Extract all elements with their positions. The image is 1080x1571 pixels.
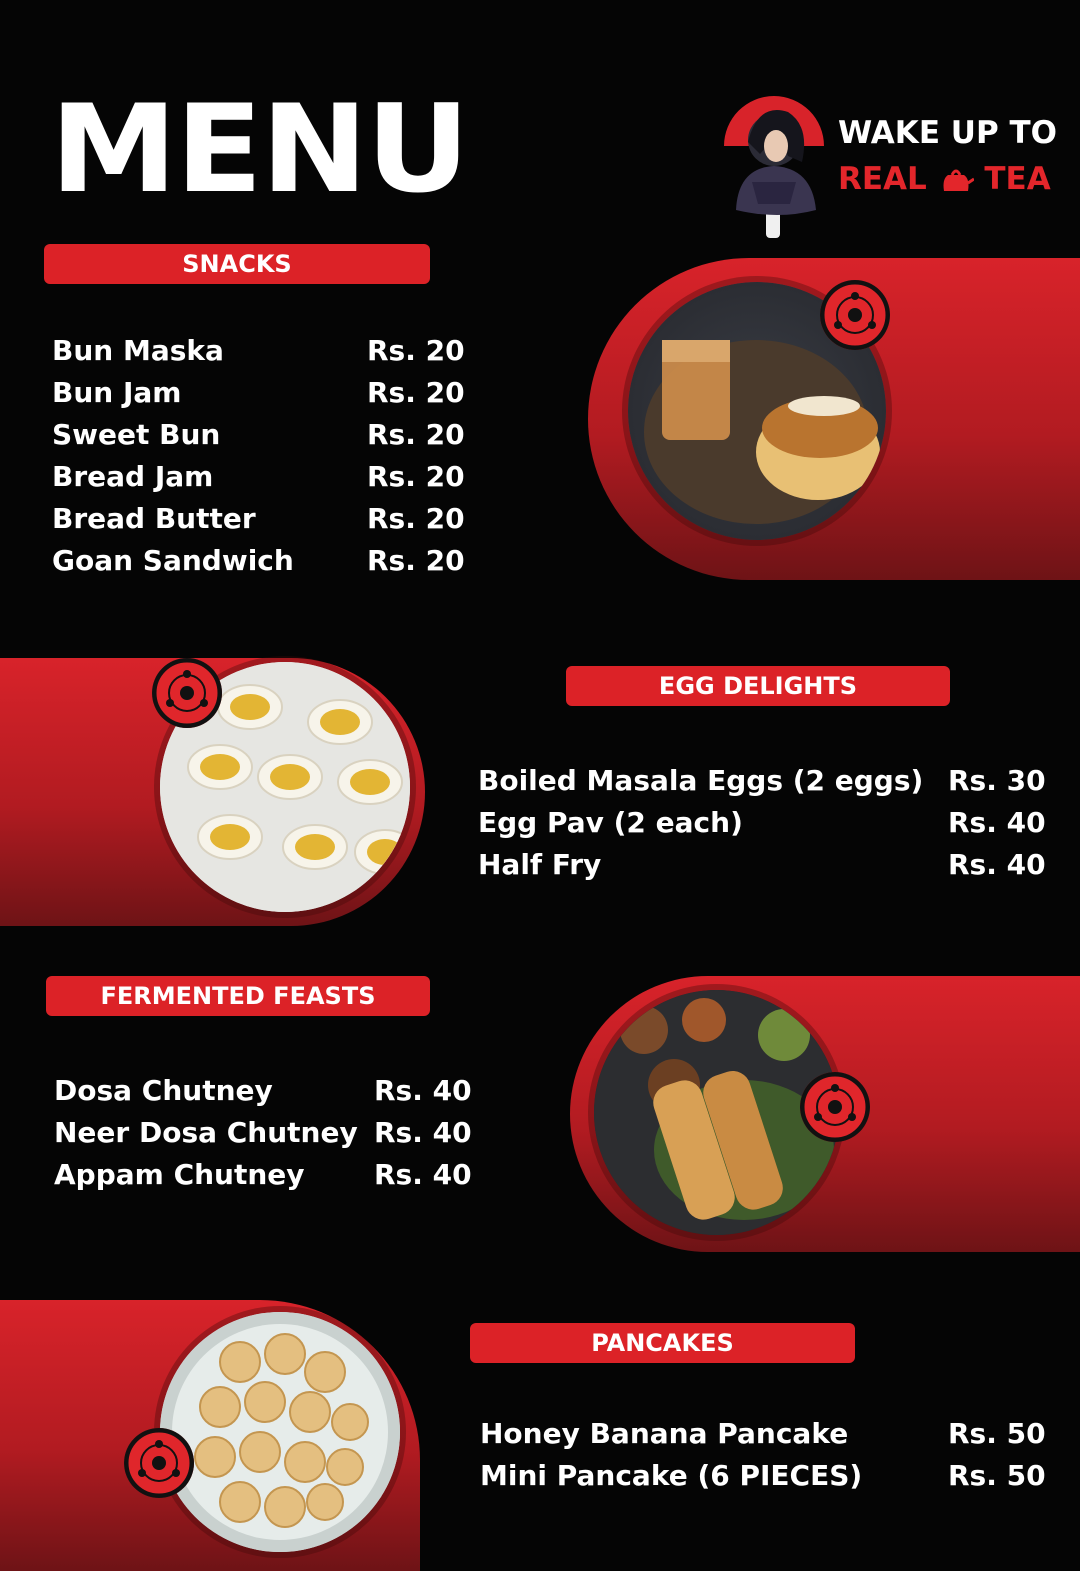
page-title: MENU [50, 78, 468, 221]
menu-item-price: Rs. 20 [367, 418, 465, 451]
sharingan-icon [124, 1428, 194, 1498]
category-egg-delights: EGG DELIGHTS [566, 666, 950, 706]
menu-item-price: Rs. 40 [374, 1074, 472, 1107]
category-pancakes: PANCAKES [470, 1323, 855, 1363]
menu-item-name: Neer Dosa Chutney [54, 1116, 358, 1149]
menu-item-price: Rs. 20 [367, 544, 465, 577]
menu-item-name: Sweet Bun [52, 418, 221, 451]
menu-item-price: Rs. 20 [367, 460, 465, 493]
category-snacks: SNACKS [44, 244, 430, 284]
teapot-icon [938, 165, 974, 193]
menu-item-name: Bread Butter [52, 502, 256, 535]
logo-tagline-line1: WAKE UP TO [838, 115, 1057, 151]
brand-logo [718, 82, 1058, 242]
menu-item-name: Mini Pancake (6 PIECES) [480, 1459, 863, 1492]
menu-item-name: Boiled Masala Eggs (2 eggs) [478, 764, 924, 797]
sharingan-icon [800, 1072, 870, 1142]
menu-item-price: Rs. 50 [948, 1459, 1046, 1492]
menu-item-name: Dosa Chutney [54, 1074, 273, 1107]
sharingan-icon [152, 658, 222, 728]
logo-tagline-line2 [838, 156, 1057, 202]
logo-word-real: REAL [838, 161, 927, 197]
sharingan-icon [820, 280, 890, 350]
menu-item-name: Egg Pav (2 each) [478, 806, 743, 839]
logo-word-tea: TEA [984, 161, 1051, 197]
menu-item-name: Bun Jam [52, 376, 182, 409]
menu-item-price: Rs. 40 [374, 1158, 472, 1191]
menu-item-price: Rs. 20 [367, 376, 465, 409]
menu-item-price: Rs. 40 [374, 1116, 472, 1149]
menu-item-name: Goan Sandwich [52, 544, 294, 577]
menu-item-name: Bun Maska [52, 334, 224, 367]
menu-item-name: Half Fry [478, 848, 602, 881]
menu-item-price: Rs. 30 [948, 764, 1046, 797]
menu-item-price: Rs. 40 [948, 848, 1046, 881]
category-fermented-feasts: FERMENTED FEASTS [46, 976, 430, 1016]
menu-item-name: Honey Banana Pancake [480, 1417, 849, 1450]
menu-item-price: Rs. 50 [948, 1417, 1046, 1450]
pancakes-photo [160, 1312, 400, 1552]
menu-item-price: Rs. 20 [367, 502, 465, 535]
menu-item-price: Rs. 20 [367, 334, 465, 367]
anime-character-logo [718, 82, 830, 242]
menu-item-name: Appam Chutney [54, 1158, 305, 1191]
menu-item-name: Bread Jam [52, 460, 214, 493]
menu-item-price: Rs. 40 [948, 806, 1046, 839]
